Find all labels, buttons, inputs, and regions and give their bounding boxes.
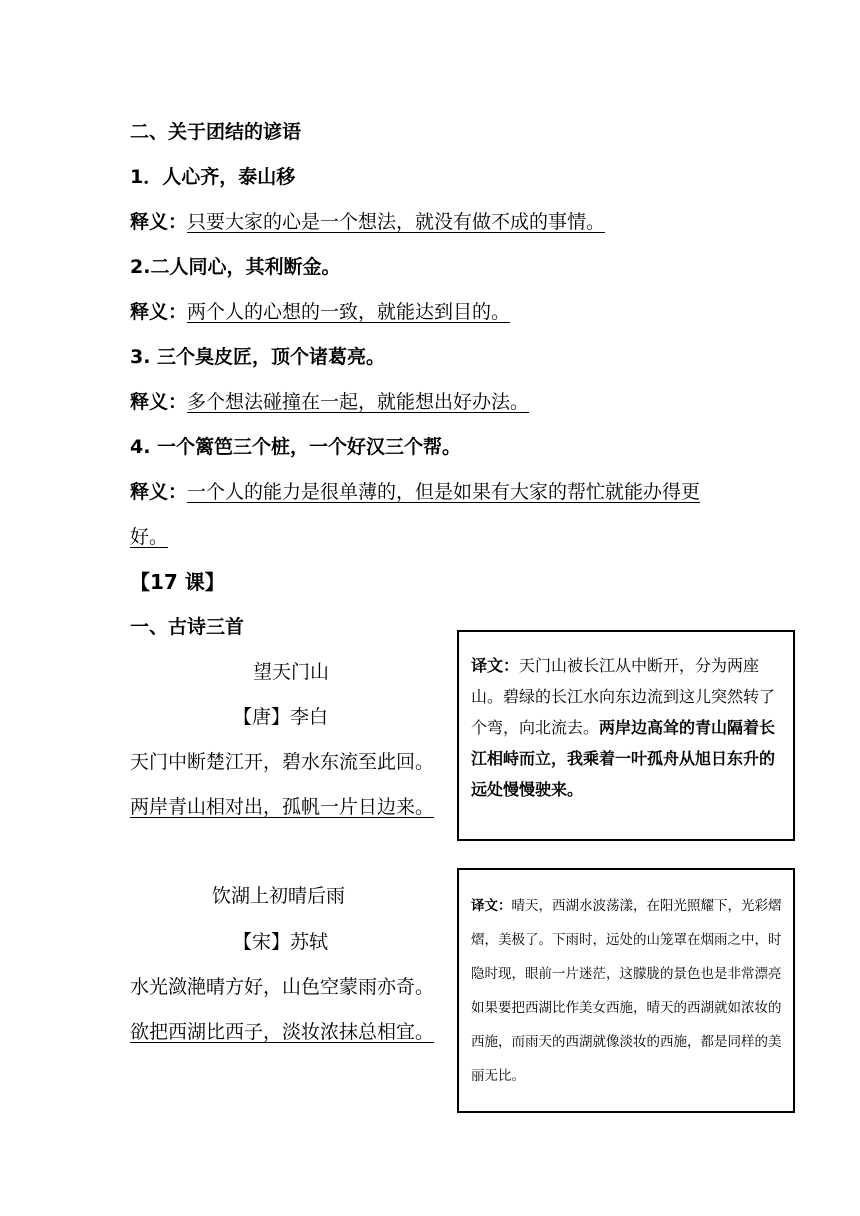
proverb-4-meaning-line2-wrap (130, 522, 168, 549)
proverb-4-meaning-line (130, 477, 700, 504)
proverb-3-title: 3. 三个臭皮匠，顶个诸葛亮。 (130, 346, 386, 368)
poem-1-author: 【唐】李白 (233, 706, 329, 728)
proverb-2-meaning: 两个人的心想的一致，就能达到目的。 (187, 301, 511, 323)
section-heading-poems: 一、古诗三首 (130, 616, 245, 638)
poem-1-translation-box (457, 630, 795, 841)
meaning-label: 释义： (130, 481, 188, 503)
proverb-2-title: 2.二人同心，其利断金。 (130, 256, 341, 278)
poem-2-author: 【宋】苏轼 (233, 931, 329, 953)
proverb-2-meaning-line (130, 297, 510, 324)
meaning-label: 释义： (130, 211, 188, 233)
proverb-4-title: 4. 一个篱笆三个桩，一个好汉三个帮。 (130, 436, 462, 458)
poem-1-translation-bold-text: 两岸边高耸的青山隔着长江相峙而立，我乘着一叶孤舟从旭日东升的远处慢慢驶来。 (471, 718, 776, 799)
meaning-label: 释义： (130, 391, 188, 413)
translation-label: 译文： (471, 898, 512, 914)
poem-2-line-2: 欲把西湖比西子，淡妆浓抹总相宜。 (130, 1021, 435, 1043)
poem-1-line-2-wrap (130, 792, 434, 819)
poem-2-translation-text: 晴天，西湖水波荡漾，在阳光照耀下，光彩熠熠，美极了。下雨时，远处的山笼罩在烟雨之中，时隐时现，眼前一片迷茫，这朦胧的景色也是非常漂亮如果要把西湖比作美女西施，晴天的西湖就如浓妆的西施，而雨天的西湖就像淡妆的西施，都是同样的美丽无比。 (471, 898, 782, 1084)
proverb-3-meaning: 多个想法碰撞在一起，就能想出好办法。 (187, 391, 530, 413)
poem-1-line-2: 两岸青山相对出，孤帆一片日边来。 (130, 796, 435, 818)
poem-2-title: 饮湖上初晴后雨 (212, 885, 346, 907)
proverb-1-meaning: 只要大家的心是一个想法，就没有做不成的事情。 (187, 211, 606, 233)
poem-2-translation-box (457, 868, 795, 1113)
poem-2-line-2-wrap (130, 1017, 434, 1044)
proverb-1-title: 1．人心齐，泰山移 (130, 166, 296, 188)
poem-1-translation-text: 天门山被长江从中断开，分为两座山。碧绿的长江水向东边流到这儿突然转了个弯，向北流去。 (471, 656, 776, 737)
poem-1-line-1: 天门中断楚江开，碧水东流至此回。 (130, 751, 435, 773)
lesson-heading: 【17 课】 (130, 570, 225, 594)
section-heading-unity-proverbs: 二、关于团结的谚语 (130, 121, 302, 143)
poem-2-line-1: 水光潋滟晴方好，山色空蒙雨亦奇。 (130, 976, 435, 998)
proverb-4-meaning-line1: 一个人的能力是很单薄的，但是如果有大家的帮忙就能办得更 (187, 481, 701, 503)
meaning-label: 释义： (130, 301, 188, 323)
translation-label: 译文： (471, 656, 520, 675)
poem-1-title: 望天门山 (253, 661, 330, 683)
proverb-1-meaning-line (130, 207, 605, 234)
proverb-3-meaning-line (130, 387, 529, 414)
proverb-4-meaning-line2: 好。 (130, 526, 169, 548)
